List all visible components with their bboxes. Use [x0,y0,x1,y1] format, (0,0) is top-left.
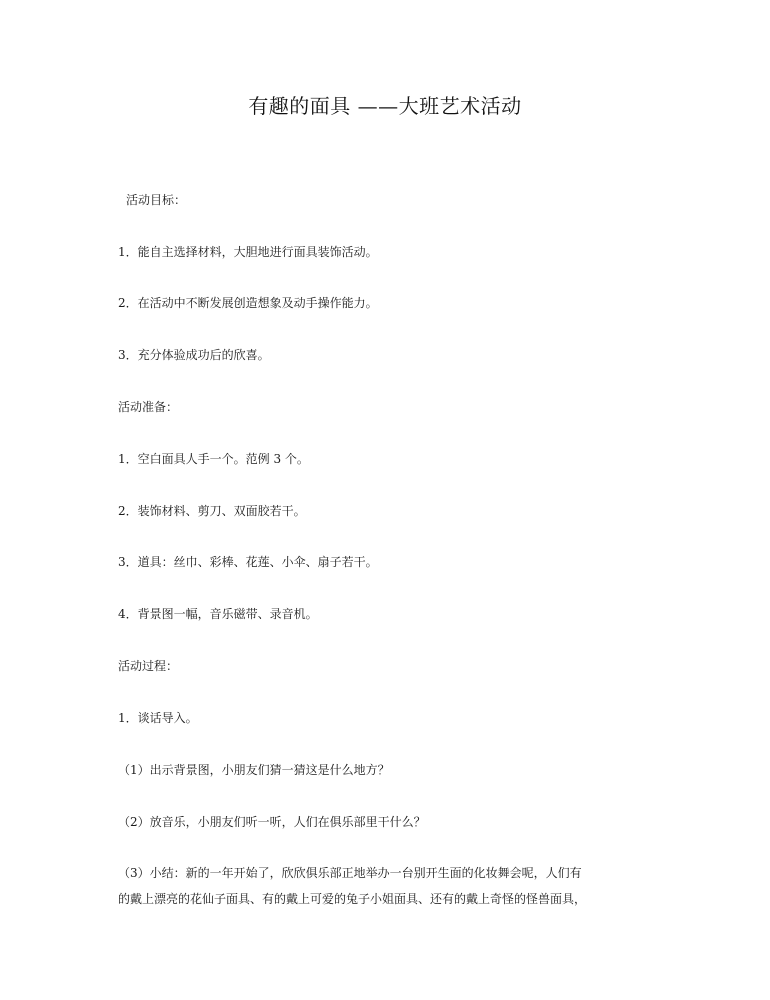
prep-item-4: 4．背景图一幅，音乐磁带、录音机。 [118,607,318,621]
prep-item-1: 1．空白面具人手一个。范例 3 个。 [118,452,309,466]
prep-item-2: 2．装饰材料、剪刀、双面胶若干。 [118,504,306,518]
goal-item-1: 1．能自主选择材料，大胆地进行面具装饰活动。 [118,245,378,259]
goal-item-3: 3．充分体验成功后的欣喜。 [118,348,270,362]
prep-item-3: 3．道具：丝巾、彩棒、花莲、小伞、扇子若干。 [118,555,378,569]
section-heading-preparation: 活动准备： [118,400,179,414]
process-substep-3: （3）小结：新的一年开始了，欣欣俱乐部正地举办一台别开生面的化妆舞会呢，人们有 [118,866,582,880]
goal-item-2: 2．在活动中不断发展创造想象及动手操作能力。 [118,296,378,310]
document-title: 有趣的面具 ——大班艺术活动 [248,94,522,118]
process-substep-1: （1）出示背景图，小朋友们猜一猜这是什么地方？ [118,763,390,777]
process-substep-3-continued: 的戴上漂亮的花仙子面具、有的戴上可爱的兔子小姐面具、还有的戴上奇怪的怪兽面具， [118,892,587,906]
section-heading-process: 活动过程： [118,659,179,673]
section-heading-goals: 活动目标： [126,193,187,207]
process-step-1: 1．谈话导入。 [118,711,198,725]
process-substep-2: （2）放音乐，小朋友们听一听，人们在俱乐部里干什么？ [118,815,426,829]
